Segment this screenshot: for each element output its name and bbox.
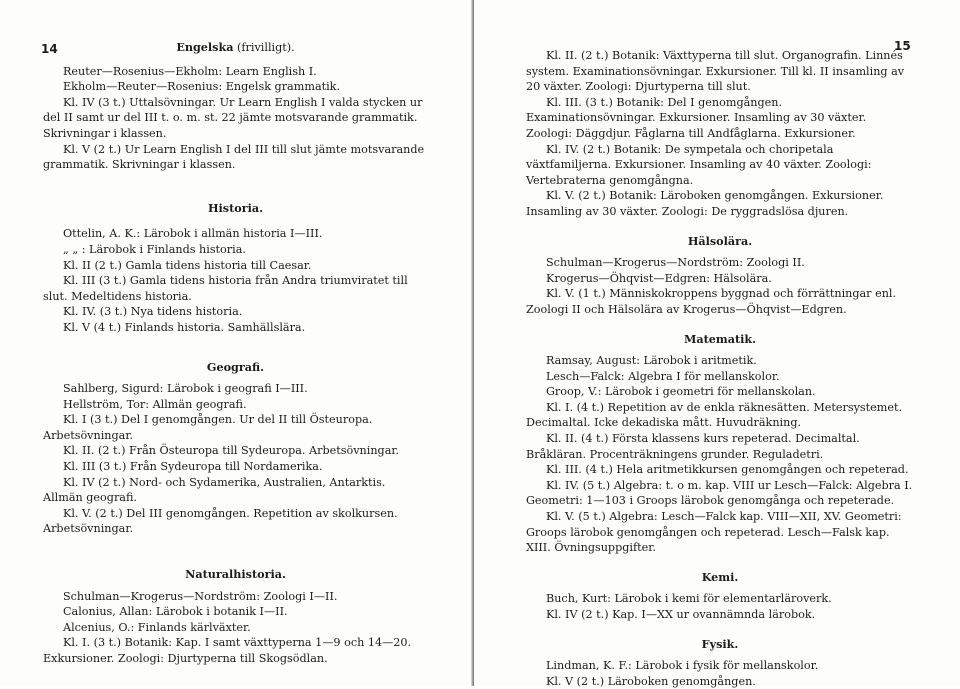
paragraph: Kl. IV. (2 t.) Botanik: De sympetala och choripetala växtfamiljerna. Exkursioner. Insamling av 40 växter. Zoologi: Vertebraterna genomgångna. xyxy=(526,142,872,187)
paragraph: Kl. V. (1 t.) Människokroppens byggnad och förrättningar enl. Zoologi II och Hälsolära av Krogerus—Öhqvist—Edgren. xyxy=(526,287,897,316)
left-page xyxy=(0,0,474,686)
paragraph: Kl. I. (4 t.) Repetition av de enkla räknesätten. Metersystemet. Decimaltal. Icke dekadiska mått. Huvudräkning. xyxy=(526,400,903,430)
paragraph: Buch, Kurt: Lärobok i kemi för elementarläroverk. xyxy=(546,592,832,606)
paragraph: Schulman—Krogerus—Nordström: Zoologi II. xyxy=(546,256,805,270)
paragraph: Kl. V. (2 t.) Botanik: Läroboken genomgången. Exkursioner. Insamling av 30 växter. Zoologi: De ryggradslösa djuren. xyxy=(526,189,884,218)
paragraph: Hellström, Tor: Allmän geografi. xyxy=(63,397,247,411)
paragraph: Schulman—Krogerus—Nordström: Zoologi I—II. xyxy=(63,589,338,603)
paragraph: Kl. III. (4 t.) Hela aritmetikkursen genomgången och repeterad. xyxy=(546,463,909,477)
paragraph: Kl. V (4 t.) Finlands historia. Samhällslära. xyxy=(63,320,306,334)
heading-matematik: Matematik. xyxy=(683,331,757,346)
right-page xyxy=(474,0,960,686)
paragraph: Kl. II. (4 t.) Första klassens kurs repeterad. Decimaltal. Bråkläran. Procenträkningens grunder. Reguladetri. xyxy=(526,432,860,461)
paragraph: Kl. IV. (5 t.) Algebra: t. o m. kap. VIII ur Lesch—Falck: Algebra I. Geometri: 1—103 i Groops lärobok genomgånga och repeterade. xyxy=(526,478,913,508)
paragraph: Kl. II. (2 t.) Botanik: Växttyperna till slut. Organografin. Linnés system. Examinationsövningar. Exkursioner. Till kl. II insamling av 20 växter. Zoologi: Djurtyperna till slut. xyxy=(526,49,905,94)
paragraph: Kl. II (2 t.) Gamla tidens historia till Caesar. xyxy=(63,258,312,272)
paragraph: Sahlberg, Sigurd: Lärobok i geografi I—III. xyxy=(63,382,308,396)
paragraph: Kl. III (3 t.) Gamla tidens historia från Andra triumviratet till slut. Medeltidens historia. xyxy=(43,274,408,303)
heading-naturalhistoria: Naturalhistoria. xyxy=(185,567,286,582)
paragraph: Ottelin, A. K.: Lärobok i allmän historia I—III. xyxy=(63,227,323,241)
paragraph: Kl. V. (5 t.) Algebra: Lesch—Falck kap. VIII—XII, XV. Geometri: Groops lärobok genomgången och repeterad. Lesch—Falsk kap. XIII. Övningsuppgifter. xyxy=(526,510,902,555)
heading-geografi: Geografi. xyxy=(206,359,265,374)
paragraph: Lindman, K. F.: Lärobok i fysik för mellanskolor. xyxy=(546,659,819,673)
paragraph: Ramsay, August: Lärobok i aritmetik. xyxy=(546,354,757,368)
paragraph: Kl. V. (2 t.) Del III genomgången. Repetition av skolkursen. Arbetsövningar. xyxy=(43,506,398,536)
paragraph: Kl. IV. (3 t.) Nya tidens historia. xyxy=(63,305,243,319)
page-number-left: 14 xyxy=(41,42,58,56)
paragraph: Lesch—Falck: Algebra I för mellanskolor. xyxy=(546,369,780,383)
paragraph: Kl. IV (2 t.) Nord- och Sydamerika, Australien, Antarktis. Allmän geografi. xyxy=(43,475,386,505)
heading-historia: Historia. xyxy=(207,200,264,215)
left-page-text xyxy=(43,40,428,667)
paragraph: Kl. V (2 t.) Läroboken genomgången. xyxy=(546,674,756,688)
paragraph: Reuter—Rosenius—Ekholm: Learn English I. xyxy=(63,64,317,78)
paragraph: Calonius, Allan: Lärobok i botanik I—II. xyxy=(63,605,288,619)
paragraph: Kl. IV (3 t.) Uttalsövningar. Ur Learn English I valda stycken ur del II samt ur del III t. o. m. st. 22 jämte motsvarande grammatik. Skrivningar i klassen. xyxy=(43,95,423,140)
paragraph: Kl. I (3 t.) Del I genomgången. Ur del II till Östeuropa. Arbetsövningar. xyxy=(43,413,373,442)
paragraph: Krogerus—Öhqvist—Edgren: Hälsolära. xyxy=(546,271,772,285)
paragraph: Groop, V.: Lärobok i geometri för mellanskolan. xyxy=(546,385,816,399)
heading-halsolara: Hälsolära. xyxy=(687,233,753,248)
paragraph: Kl. III (3 t.) Från Sydeuropa till Nordamerika. xyxy=(63,460,323,474)
heading-engelska: Engelska (frivilligt). xyxy=(176,40,295,54)
paragraph: Kl. IV (2 t.) Kap. I—XX ur ovannämnda lärobok. xyxy=(546,608,816,621)
heading-kemi: Kemi. xyxy=(701,569,739,584)
right-page-text xyxy=(526,48,914,689)
paragraph: Kl. V (2 t.) Ur Learn English I del III till slut jämte motsvarande grammatik. Skrivningar i klassen. xyxy=(43,142,425,172)
paragraph: Alcenius, O.: Finlands kärlväxter. xyxy=(63,620,251,634)
paragraph: Ekholm—Reuter—Rosenius: Engelsk grammatik. xyxy=(63,80,341,94)
paragraph: Kl. I. (3 t.) Botanik: Kap. I samt växttyperna 1—9 och 14—20. Exkursioner. Zoologi: Djurtyperna till Skogsödlan. xyxy=(43,636,412,665)
page-number-right: 15 xyxy=(894,39,911,53)
paragraph: „ „ : Lärobok i Finlands historia. xyxy=(63,242,246,256)
paragraph: Kl. III. (3 t.) Botanik: Del I genomgången. Examinationsövningar. Exkursioner. Insamling av 30 växter. Zoologi: Däggdjur. Fåglarna till Andfåglarna. Exkursioner. xyxy=(526,95,867,140)
heading-engelska-note: (frivilligt). xyxy=(237,41,295,54)
heading-fysik: Fysik. xyxy=(701,636,739,651)
paragraph: Kl. II. (2 t.) Från Östeuropa till Sydeuropa. Arbetsövningar. xyxy=(63,444,400,458)
